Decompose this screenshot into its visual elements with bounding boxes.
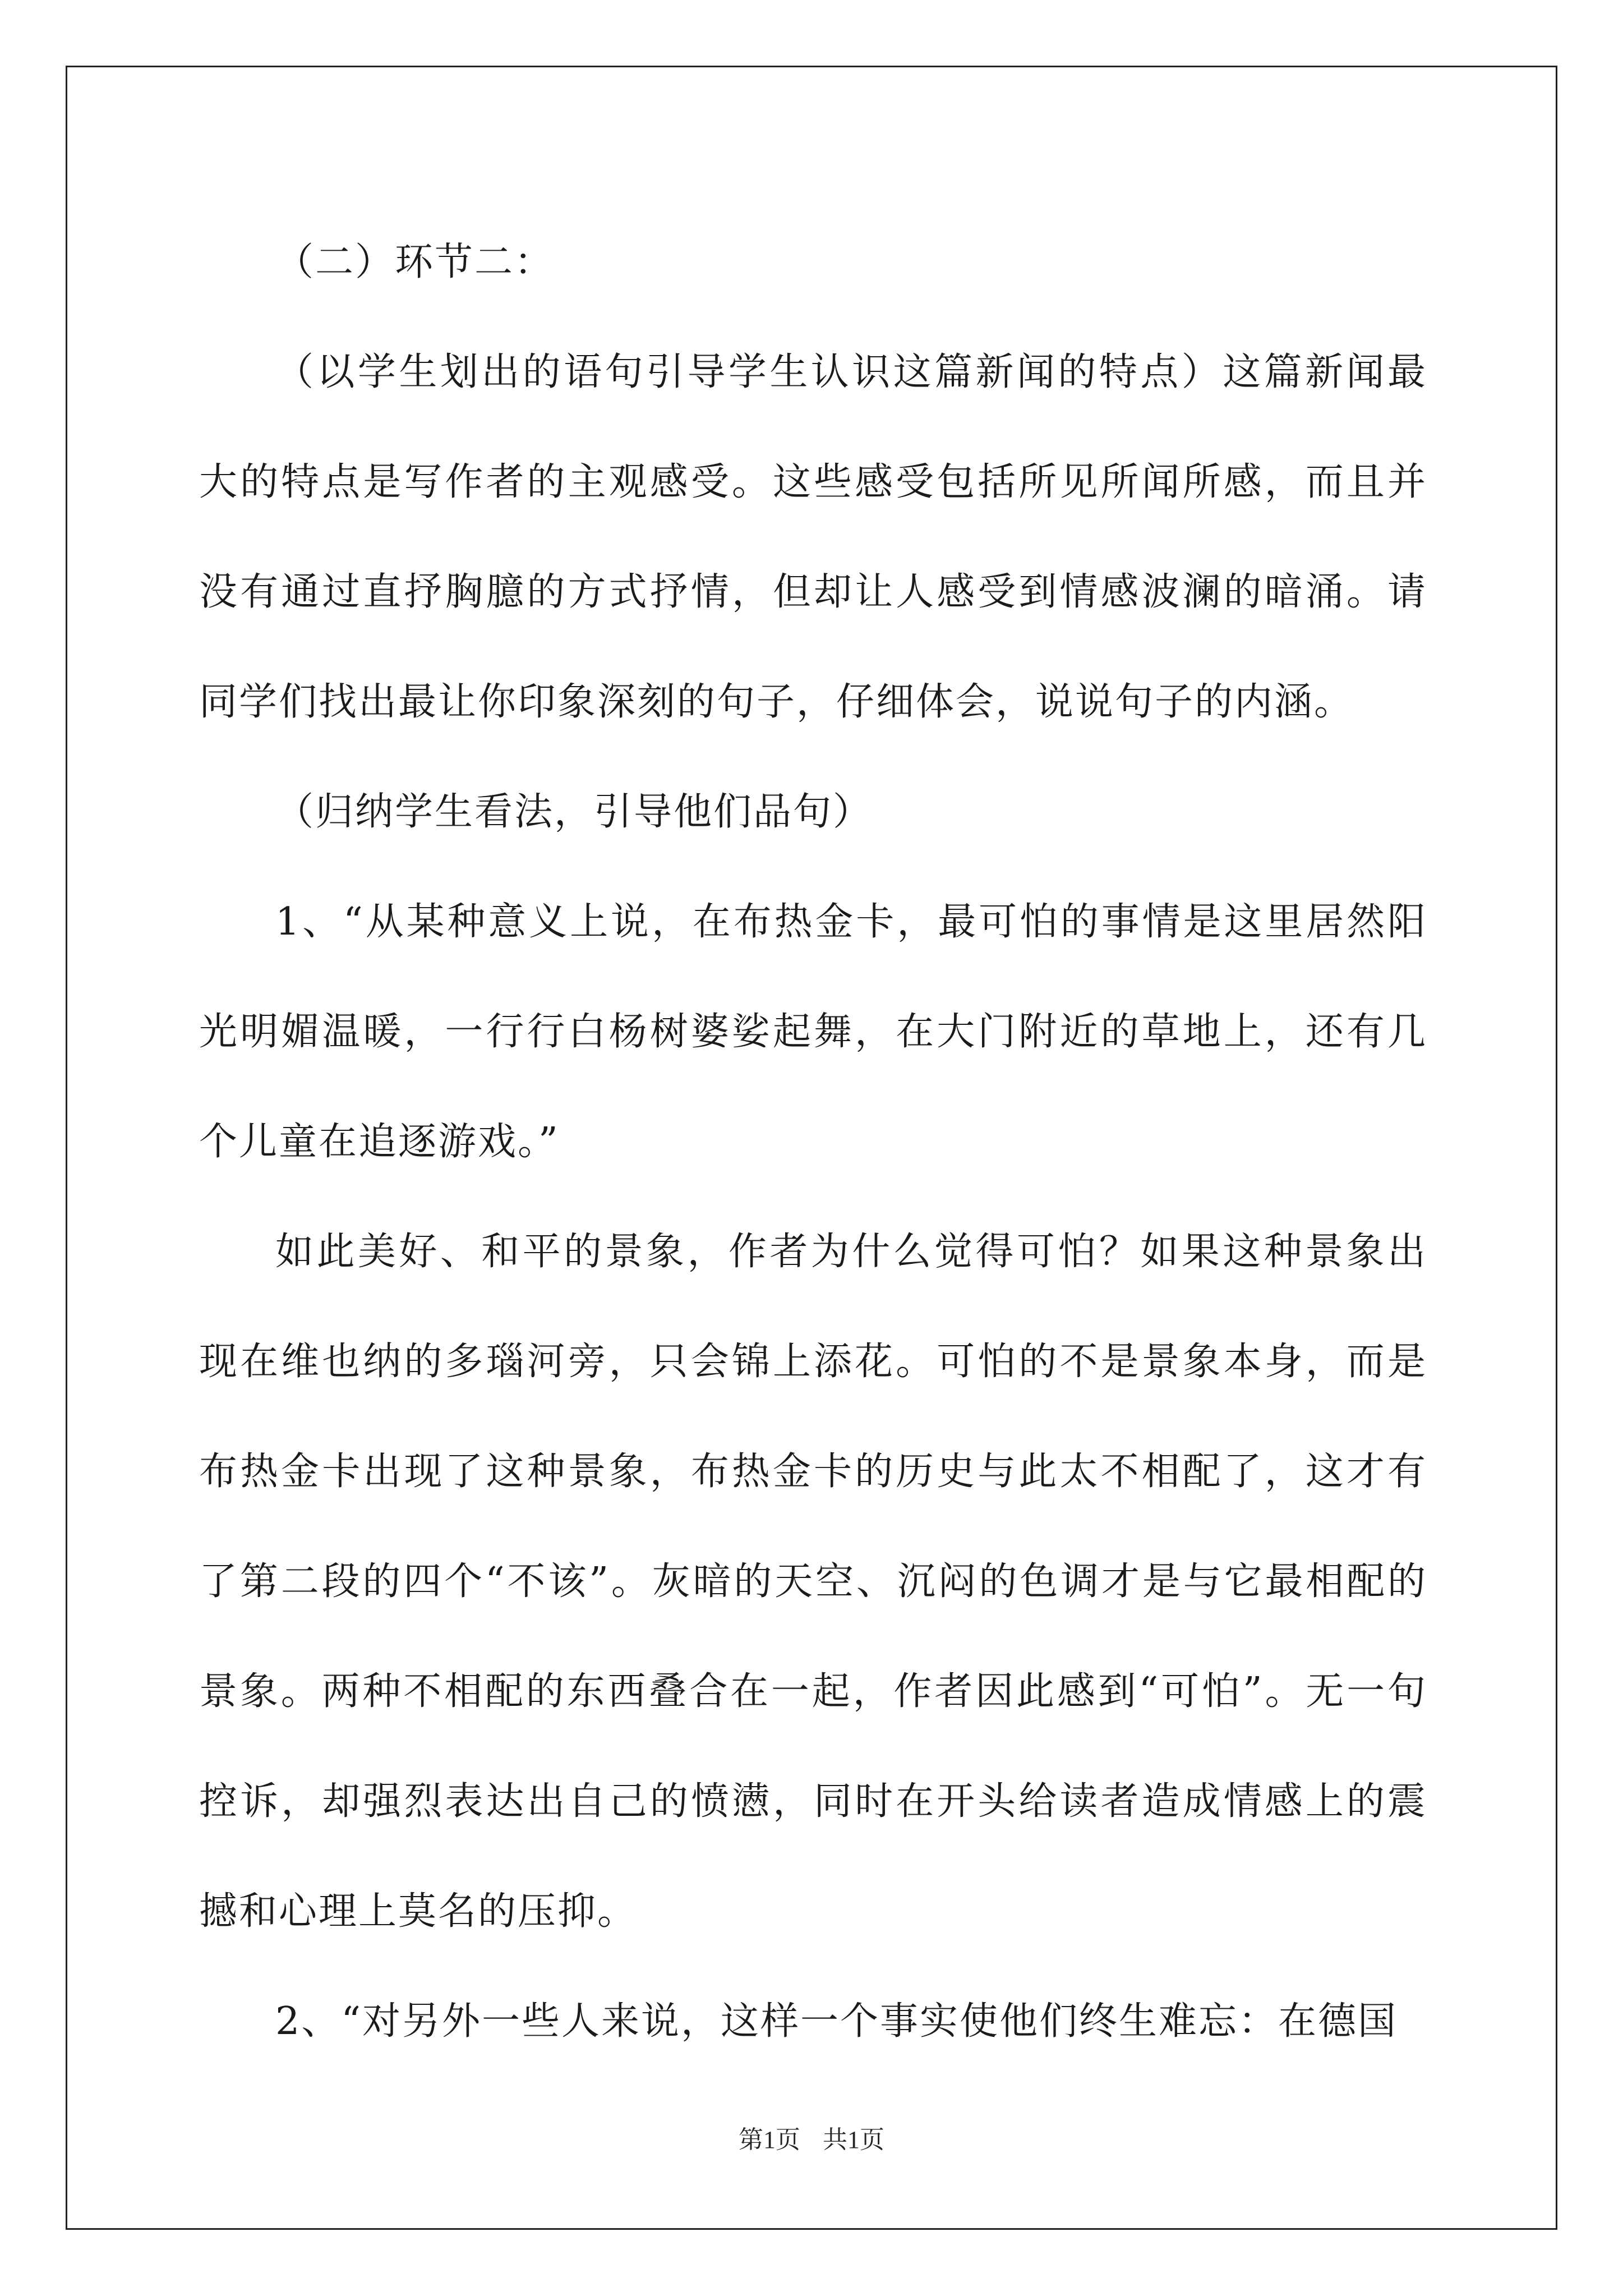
- paragraph-intro: （以学生划出的语句引导学生认识这篇新闻的特点）这篇新闻最大的特点是写作者的主观感受。这些感受包括所见所闻所感，而且并没有通过直抒胸臆的方式抒情，但却让人感受到情感波澜的暗涌。请同学们找出最让你印象深刻的句子，仔细体会，说说句子的内涵。: [199, 350, 1427, 724]
- paragraph-analysis-1: 如此美好、和平的景象，作者为什么觉得可怕？如果这种景象出现在维也纳的多瑙河旁，只会锦上添花。可怕的不是景象本身，而是布热金卡出现了这种景象，布热金卡的历史与此太不相配了，这才有了第二段的四个“不该”。灰暗的天空、沉闷的色调才是与它最相配的景象。两种不相配的东西叠合在一起，作者因此感到“可怕”。无一句控诉，却强烈表达出自己的愤懑，同时在开头给读者造成情感上的震撼和心理上莫名的压抑。: [199, 1230, 1427, 1934]
- page-total: 共1页: [823, 2126, 884, 2154]
- paragraph-guide: （归纳学生看法，引导他们品句）: [275, 790, 873, 834]
- paragraph-quote-2: 2、“对另外一些人来说，这样一个事实使他们终生难忘：在德国: [275, 1999, 1398, 2044]
- paragraph-quote-1: 1、“从某种意义上说，在布热金卡，最可怕的事情是这里居然阳光明媚温暖，一行行白杨树婆娑起舞，在大门附近的草地上，还有几个儿童在追逐游戏。”: [199, 900, 1427, 1164]
- page-footer: [0, 2119, 1623, 2155]
- section-heading: （二）环节二：: [275, 240, 555, 284]
- document-body: [199, 208, 1427, 2077]
- page-number: 第1页: [739, 2126, 800, 2154]
